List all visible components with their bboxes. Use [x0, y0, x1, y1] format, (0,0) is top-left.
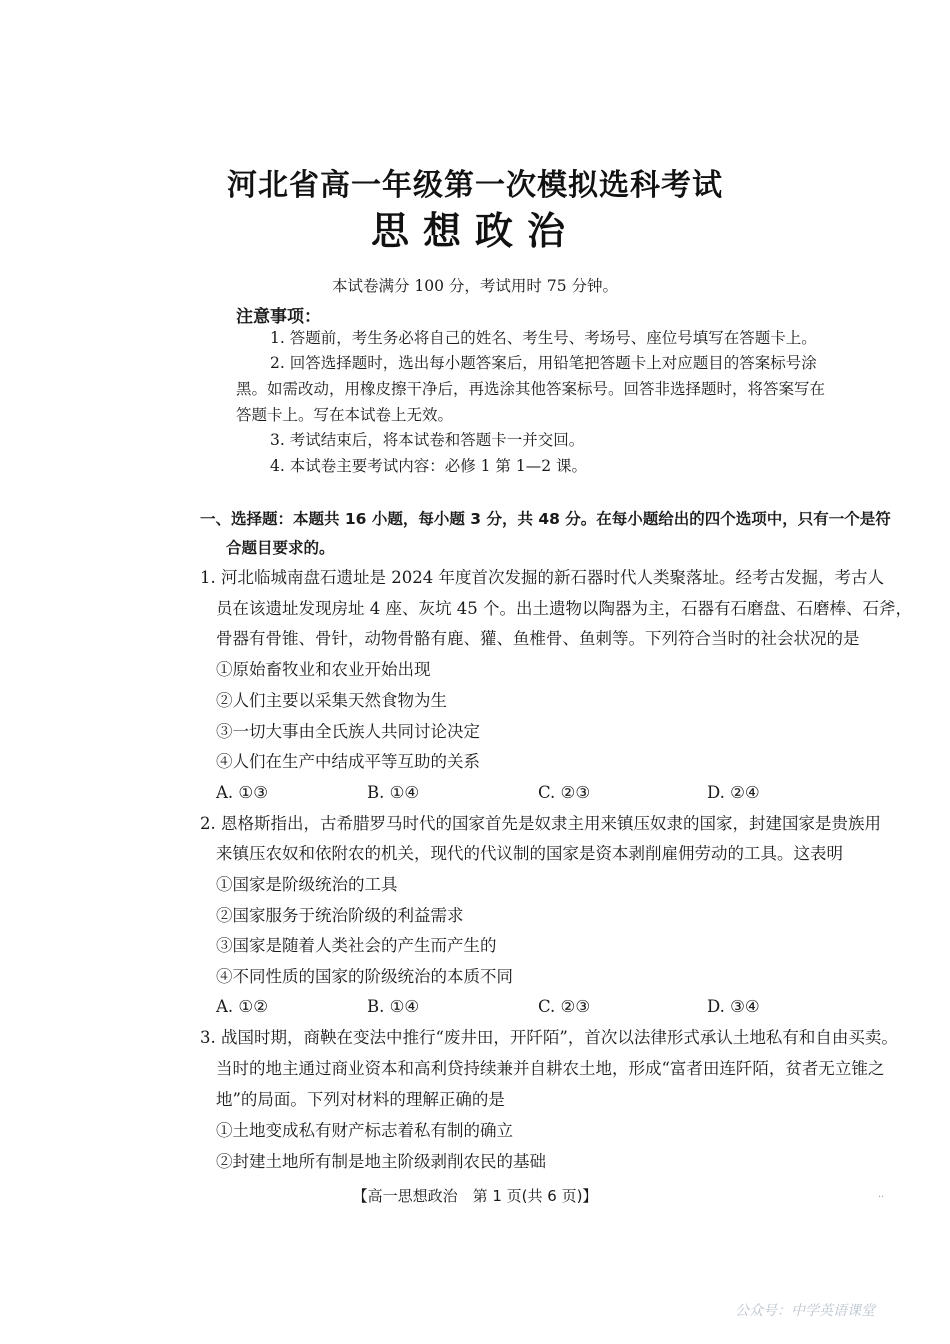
- q2-item: ②国家服务于统治阶级的利益需求: [216, 906, 464, 925]
- q2-choice-a: A. ①②: [216, 997, 268, 1016]
- q3-item: ①土地变成私有财产标志着私有制的确立: [216, 1121, 513, 1140]
- q2-stem: 2. 恩格斯指出，古希腊罗马时代的国家首先是奴隶主用来镇压奴隶的国家，封建国家是贵族用: [200, 814, 881, 833]
- q2-choice-d: D. ③④: [707, 997, 760, 1016]
- page-footer: 【高一思想政治 第 1 页(共 6 页)】: [352, 1187, 598, 1205]
- q2-stem: 来镇压农奴和依附农的机关，现代的代议制的国家是资本剥削雇佣劳动的工具。这表明: [216, 844, 843, 863]
- notice-line: 3. 考试结束后，将本试卷和答题卡一并交回。: [270, 431, 585, 449]
- q2-choice-b: B. ①④: [367, 997, 420, 1016]
- q1-item: ④人们在生产中结成平等互助的关系: [216, 752, 480, 771]
- q3-stem: 3. 战国时期，商鞅在变法中推行“废井田，开阡陌”，首次以法律形式承认土地私有和自由买卖。: [200, 1028, 898, 1047]
- q1-item: ①原始畜牧业和农业开始出现: [216, 660, 431, 679]
- q1-item: ②人们主要以采集天然食物为生: [216, 691, 447, 710]
- q1-stem: 1. 河北临城南盘石遗址是 2024 年度首次发掘的新石器时代人类聚落址。经考古发掘，考古人: [200, 568, 884, 587]
- q1-choice-a: A. ①③: [216, 783, 268, 802]
- q2-item: ①国家是阶级统治的工具: [216, 875, 398, 894]
- notice-line: 4. 本试卷主要考试内容：必修 1 第 1—2 课。: [270, 457, 588, 475]
- q3-stem: 当时的地主通过商业资本和高利贷持续兼并自耕农土地，形成“富者田连阡陌，贫者无立锥之: [216, 1059, 885, 1078]
- q2-item: ③国家是随着人类社会的产生而产生的: [216, 936, 497, 955]
- scan-specks: ··: [878, 1192, 885, 1203]
- notice-title: 注意事项：: [236, 307, 321, 327]
- notice-line: 答题卡上。写在本试卷上无效。: [236, 406, 454, 424]
- notice-line: 2. 回答选择题时，选出每小题答案后，用铅笔把答题卡上对应题目的答案标号涂: [270, 354, 817, 372]
- q1-choice-d: D. ②④: [707, 783, 760, 802]
- q2-item: ④不同性质的国家的阶级统治的本质不同: [216, 967, 513, 986]
- q3-stem: 地”的局面。下列对材料的理解正确的是: [216, 1090, 505, 1109]
- q3-item: ②封建土地所有制是地主阶级剥削农民的基础: [216, 1152, 546, 1171]
- q2-choice-c: C. ②③: [538, 997, 591, 1016]
- subject-title: 思想政治: [370, 209, 579, 253]
- q1-choice-c: C. ②③: [538, 783, 591, 802]
- notice-line: 1. 答题前，考生务必将自己的姓名、考生号、考场号、座位号填写在答题卡上。: [270, 329, 817, 347]
- section-heading-cont: 合题目要求的。: [226, 539, 335, 557]
- watermark: 公众号：中学英语课堂: [735, 1303, 875, 1319]
- q1-stem: 骨器有骨锥、骨针，动物骨骼有鹿、獾、鱼椎骨、鱼刺等。下列符合当时的社会状况的是: [216, 629, 860, 648]
- notice-line: 黑。如需改动，用橡皮擦干净后，再选涂其他答案标号。回答非选择题时，将答案写在: [236, 380, 826, 398]
- q1-item: ③一切大事由全氏族人共同讨论决定: [216, 722, 480, 741]
- section-heading: 一、选择题：本题共 16 小题，每小题 3 分，共 48 分。在每小题给出的四个选项中，只有一个是符: [200, 510, 891, 528]
- q1-stem: 员在该遗址发现房址 4 座、灰坑 45 个。出土遗物以陶器为主，石器有石磨盘、石磨棒、石斧，: [216, 599, 912, 618]
- score-info: 本试卷满分 100 分，考试用时 75 分钟。: [331, 277, 619, 295]
- q1-choice-b: B. ①④: [367, 783, 420, 802]
- exam-title: 河北省高一年级第一次模拟选科考试: [227, 168, 723, 203]
